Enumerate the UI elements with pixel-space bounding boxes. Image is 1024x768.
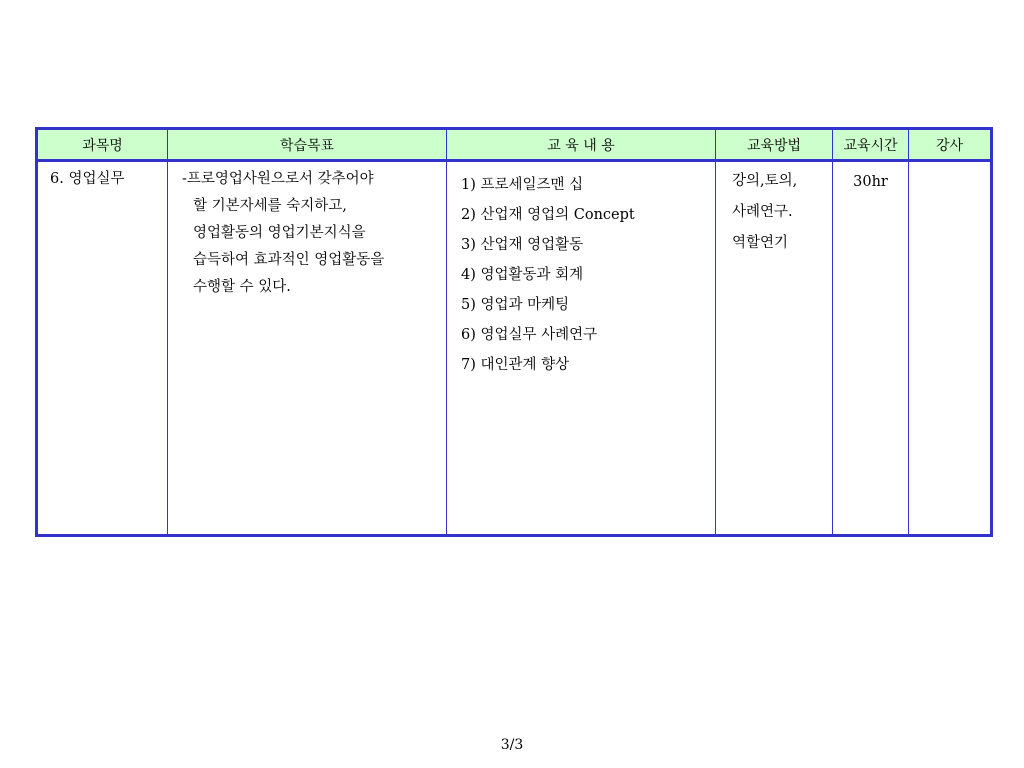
header-learning-goal: 학습목표 <box>168 129 447 161</box>
content-item: 6) 영업실무 사례연구 <box>461 327 598 343</box>
goal-line: 할 기본자세를 숙지하고, <box>193 198 347 214</box>
method-line: 역할연기 <box>732 235 789 251</box>
content-item: 7) 대인관계 향상 <box>461 357 570 373</box>
table-row <box>37 161 992 536</box>
instructor-cell <box>909 161 992 536</box>
table-header-row <box>37 129 992 161</box>
header-content: 교 육 내 용 <box>447 129 716 161</box>
header-subject: 과목명 <box>37 129 168 161</box>
goal-line: 습득하여 효과적인 영업활동을 <box>193 252 385 268</box>
goal-line: 수행할 수 있다. <box>193 279 291 295</box>
header-method: 교육방법 <box>716 129 833 161</box>
content-cell <box>447 161 716 536</box>
content-item: 2) 산업재 영업의 Concept <box>461 207 635 223</box>
course-table <box>35 127 993 537</box>
header-instructor: 강사 <box>909 129 992 161</box>
header-hours: 교육시간 <box>833 129 909 161</box>
hours-cell: 30hr <box>833 161 909 536</box>
subject-cell: 6. 영업실무 <box>37 161 168 536</box>
goal-line: 영업활동의 영업기본지식을 <box>193 225 366 241</box>
page-number: 3/3 <box>500 737 524 753</box>
content-item: 4) 영업활동과 회계 <box>461 267 584 283</box>
content-item: 3) 산업재 영업활동 <box>461 237 584 253</box>
learning-goal-cell <box>168 161 447 536</box>
method-line: 강의,토의, <box>732 173 798 189</box>
content-item: 1) 프로세일즈맨 십 <box>461 177 584 193</box>
method-cell <box>716 161 833 536</box>
method-line: 사례연구. <box>732 204 793 220</box>
content-item: 5) 영업과 마케팅 <box>461 297 570 313</box>
goal-line: -프로영업사원으로서 갖추어야 <box>182 171 374 187</box>
